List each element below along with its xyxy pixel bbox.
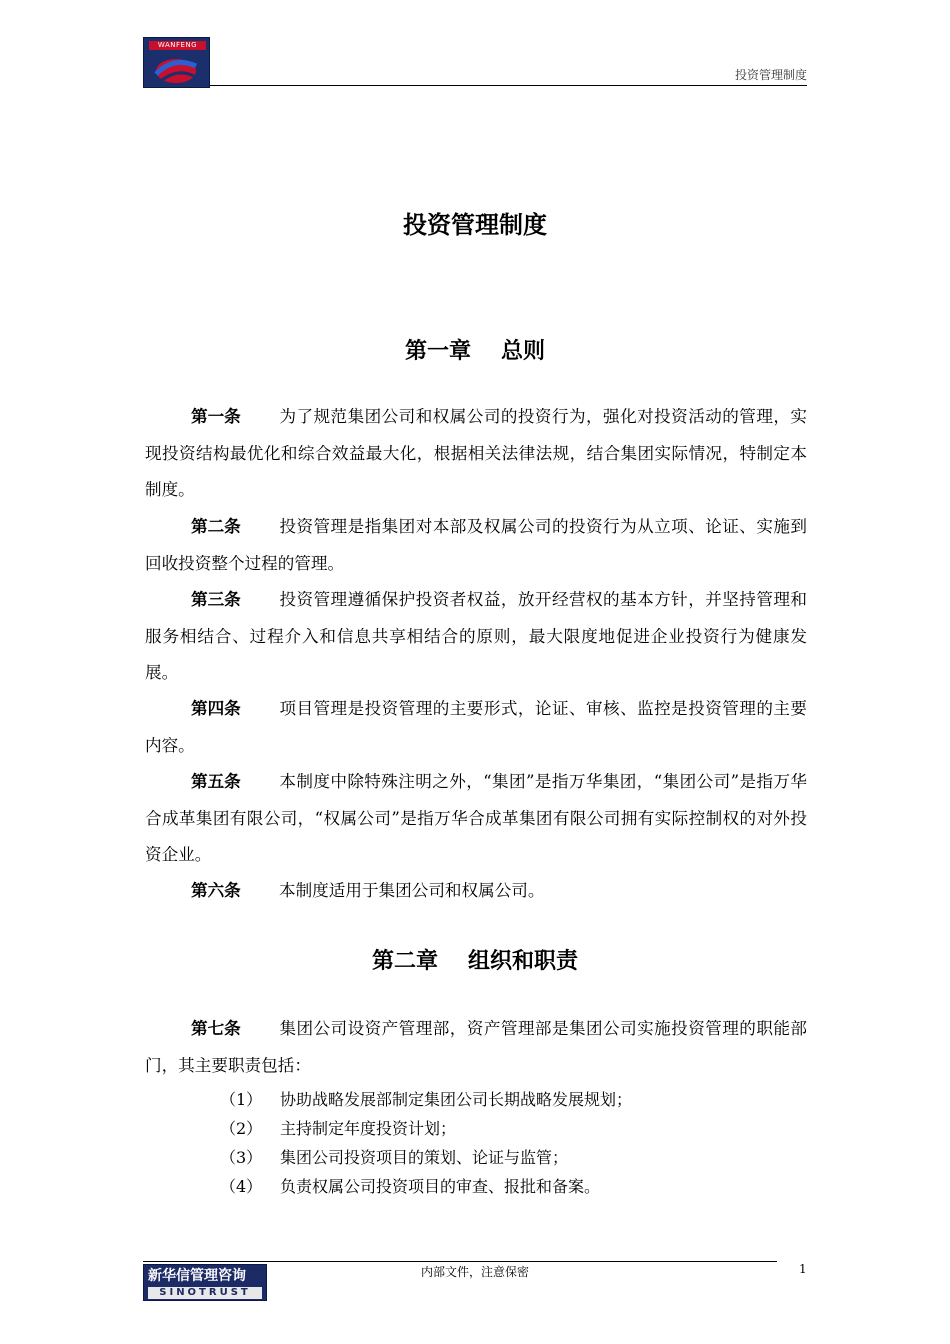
article-text: 集团公司设资产管理部，资产管理部是集团公司实施投资管理的职能部门，其主要职责包括： <box>145 1019 807 1075</box>
duties-list <box>220 1085 807 1201</box>
list-item-text: 集团公司投资项目的策划、论证与监管； <box>280 1148 569 1167</box>
logo-emblem-icon <box>144 38 211 89</box>
list-item-number: （1） <box>220 1090 263 1109</box>
list-item-text: 负责权属公司投资项目的审查、报批和备案。 <box>280 1177 601 1196</box>
article <box>145 509 807 582</box>
article <box>145 764 807 874</box>
article <box>145 399 807 509</box>
list-item <box>220 1085 807 1114</box>
article-label: 第四条 <box>191 699 241 718</box>
footer-divider <box>143 1261 777 1262</box>
article-label: 第三条 <box>191 590 241 609</box>
header-title: 投资管理制度 <box>734 68 807 82</box>
chapter-number: 第二章 <box>371 949 438 974</box>
article-text: 投资管理遵循保护投资者权益，放开经营权的基本方针，并坚持管理和服务相结合、过程介入和信息共享相结合的原则，最大限度地促进企业投资行为健康发展。 <box>145 590 807 682</box>
article <box>145 873 807 910</box>
list-item <box>220 1143 807 1172</box>
page-number: 1 <box>799 1262 807 1276</box>
consultancy-logo-en: SINOTRUST <box>148 1287 262 1299</box>
header-divider <box>210 85 807 86</box>
list-item-number: （2） <box>220 1119 263 1138</box>
list-item-text: 协助战略发展部制定集团公司长期战略发展规划； <box>280 1090 633 1109</box>
chapter-name: 总则 <box>501 339 546 364</box>
logo-wordmark: WANFENG <box>149 41 206 50</box>
chapter-number: 第一章 <box>404 339 471 364</box>
list-item-number: （4） <box>220 1177 263 1196</box>
list-item <box>220 1172 807 1201</box>
article <box>145 691 807 764</box>
list-item-text: 主持制定年度投资计划； <box>280 1119 457 1138</box>
article <box>145 1011 807 1084</box>
article <box>145 582 807 692</box>
article-label: 第一条 <box>191 407 241 426</box>
article-label: 第二条 <box>191 517 241 536</box>
article-label: 第六条 <box>191 881 241 900</box>
article-text: 项目管理是投资管理的主要形式，论证、审核、监控是投资管理的主要内容。 <box>145 699 807 755</box>
article-text: 为了规范集团公司和权属公司的投资行为，强化对投资活动的管理，实现投资结构最优化和综合效益最大化，根据相关法律法规，结合集团实际情况，特制定本制度。 <box>145 407 807 499</box>
chapter-heading <box>0 334 950 365</box>
list-item-number: （3） <box>220 1148 263 1167</box>
article-label: 第七条 <box>191 1019 241 1038</box>
article-text: 投资管理是指集团对本部及权属公司的投资行为从立项、论证、实施到回收投资整个过程的管理。 <box>145 517 807 573</box>
consultancy-logo-cn: 新华信管理咨询 <box>148 1268 246 1284</box>
chapter-name: 组织和职责 <box>468 949 579 974</box>
article-text: 本制度中除特殊注明之外，“集团”是指万华集团，“集团公司”是指万华合成革集团有限公司，“权属公司”是指万华合成革集团有限公司拥有实际控制权的对外投资企业。 <box>145 772 807 864</box>
confidential-note: 内部文件，注意保密 <box>420 1265 529 1279</box>
chapter-heading <box>0 944 950 975</box>
article-text: 本制度适用于集团公司和权属公司。 <box>279 881 545 900</box>
article-label: 第五条 <box>191 772 241 791</box>
document-title: 投资管理制度 <box>403 211 547 239</box>
company-logo <box>143 37 210 88</box>
list-item <box>220 1114 807 1143</box>
